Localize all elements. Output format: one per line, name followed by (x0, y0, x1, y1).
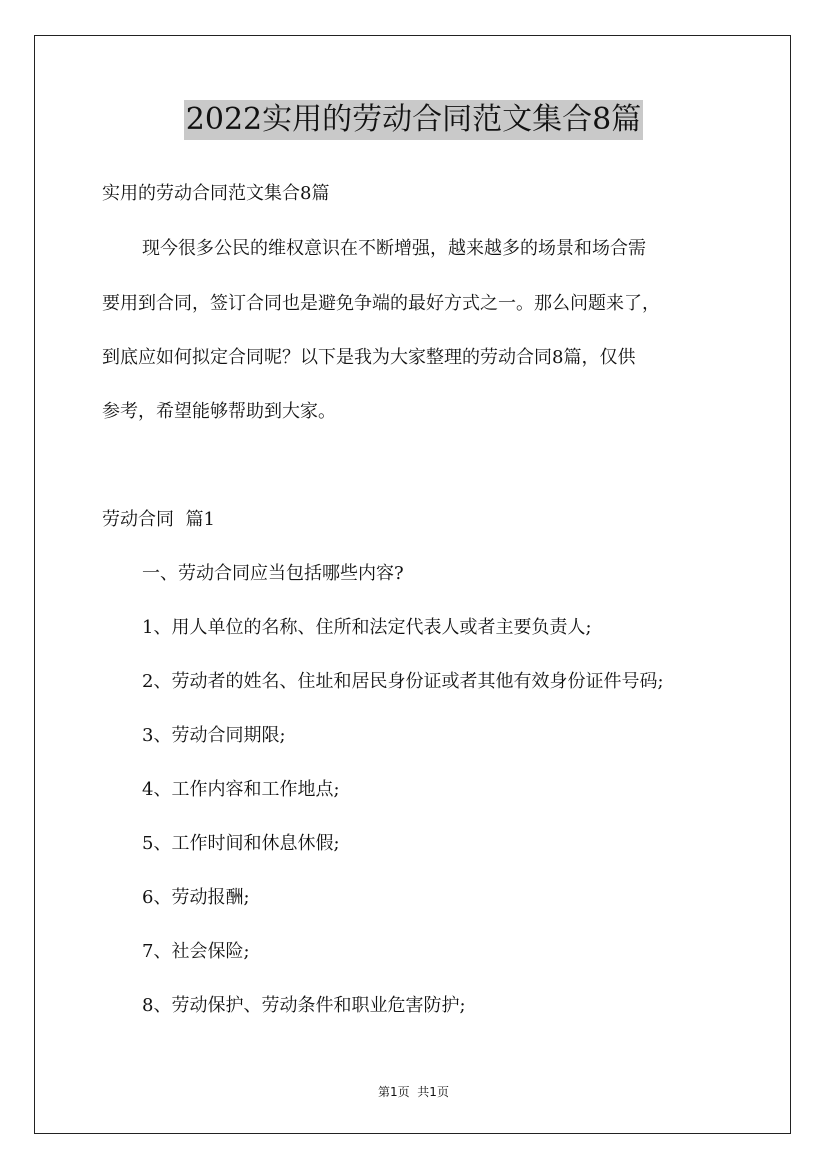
page-footer: 第1页 共1页 (378, 1085, 449, 1099)
title-block (0, 100, 827, 140)
intro-line: 参考，希望能够帮助到大家。 (102, 401, 336, 422)
list-item: 3、劳动合同期限; (142, 725, 286, 746)
list-item: 7、社会保险; (142, 941, 250, 962)
list-item: 6、劳动报酬; (142, 887, 250, 908)
list-item: 5、工作时间和休息休假; (142, 833, 340, 854)
question-line: 一、劳动合同应当包括哪些内容? (142, 563, 404, 584)
list-item: 4、工作内容和工作地点; (142, 779, 340, 800)
list-item: 8、劳动保护、劳动条件和职业危害防护; (142, 995, 466, 1016)
document-title: 2022实用的劳动合同范文集合8篇 (184, 100, 643, 140)
list-item: 2、劳动者的姓名、住址和居民身份证或者其他有效身份证件号码; (142, 671, 664, 692)
intro-line: 要用到合同，签订合同也是避免争端的最好方式之一。那么问题来了， (102, 293, 660, 314)
list-item: 1、用人单位的名称、住所和法定代表人或者主要负责人; (142, 617, 592, 638)
intro-line: 现今很多公民的维权意识在不断增强，越来越多的场景和场合需 (142, 238, 646, 259)
intro-line: 到底应如何拟定合同呢？以下是我为大家整理的劳动合同8篇，仅供 (102, 347, 636, 368)
section-heading: 劳动合同 篇1 (102, 509, 215, 530)
document-subtitle: 实用的劳动合同范文集合8篇 (102, 183, 330, 204)
